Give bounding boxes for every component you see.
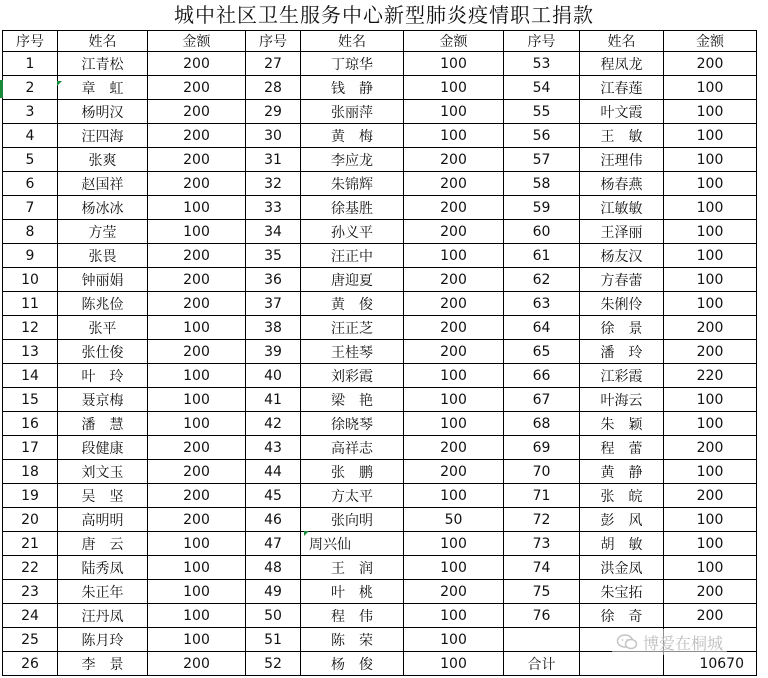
total-amount: 10670	[664, 652, 757, 676]
seq-cell: 44	[246, 460, 301, 484]
name-cell: 徐 景	[580, 316, 664, 340]
name-cell: 聂京梅	[58, 388, 148, 412]
seq-cell: 73	[504, 532, 580, 556]
seq-cell: 62	[504, 268, 580, 292]
amount-cell: 100	[664, 268, 757, 292]
header-amount: 金额	[664, 31, 757, 52]
name-cell: 张畏	[58, 244, 148, 268]
seq-cell: 10	[3, 268, 58, 292]
table-row	[3, 364, 757, 388]
seq-cell: 63	[504, 292, 580, 316]
seq-cell: 22	[3, 556, 58, 580]
table-row	[3, 580, 757, 604]
amount-cell: 100	[404, 628, 504, 652]
name-cell: 段健康	[58, 436, 148, 460]
name-cell: 陈 荣	[301, 628, 404, 652]
name-cell: 张向明	[301, 508, 404, 532]
name-cell: 江彩霞	[580, 364, 664, 388]
seq-cell: 2	[3, 76, 58, 100]
name-cell: 周兴仙	[301, 532, 404, 556]
cell-marker	[57, 81, 62, 86]
seq-cell: 6	[3, 172, 58, 196]
name-cell: 唐迎夏	[301, 268, 404, 292]
amount-cell: 200	[148, 52, 246, 76]
amount-cell: 200	[404, 580, 504, 604]
name-cell: 朱 颖	[580, 412, 664, 436]
name-cell: 张爽	[58, 148, 148, 172]
name-cell: 章 虹	[58, 76, 148, 100]
header-seq: 序号	[3, 31, 58, 52]
amount-cell: 200	[404, 436, 504, 460]
name-cell: 王 敏	[580, 124, 664, 148]
donation-table	[2, 30, 757, 676]
name-cell: 方春蕾	[580, 268, 664, 292]
name-cell: 唐 云	[58, 532, 148, 556]
amount-cell: 100	[148, 628, 246, 652]
seq-cell: 72	[504, 508, 580, 532]
seq-cell: 9	[3, 244, 58, 268]
seq-cell: 4	[3, 124, 58, 148]
table-row	[3, 556, 757, 580]
seq-cell: 68	[504, 412, 580, 436]
seq-cell: 42	[246, 412, 301, 436]
name-cell: 王桂琴	[301, 340, 404, 364]
name-cell: 朱俐伶	[580, 292, 664, 316]
seq-cell: 19	[3, 484, 58, 508]
amount-cell: 200	[404, 148, 504, 172]
name-cell: 张平	[58, 316, 148, 340]
seq-cell: 30	[246, 124, 301, 148]
name-cell: 杨 俊	[301, 652, 404, 676]
seq-cell: 56	[504, 124, 580, 148]
amount-cell: 200	[664, 580, 757, 604]
watermark	[612, 629, 727, 655]
table-row	[3, 460, 757, 484]
amount-cell: 100	[148, 364, 246, 388]
seq-cell: 46	[246, 508, 301, 532]
cell-marker	[304, 531, 309, 536]
name-cell: 潘 玲	[580, 340, 664, 364]
name-cell: 江春莲	[580, 76, 664, 100]
name-cell: 刘彩霞	[301, 364, 404, 388]
name-cell: 胡 敏	[580, 532, 664, 556]
name-cell: 黄 梅	[301, 124, 404, 148]
seq-cell: 36	[246, 268, 301, 292]
seq-cell: 21	[3, 532, 58, 556]
name-cell: 高明明	[58, 508, 148, 532]
amount-cell: 50	[404, 508, 504, 532]
amount-cell: 100	[664, 100, 757, 124]
amount-cell: 100	[404, 604, 504, 628]
amount-cell: 100	[664, 292, 757, 316]
name-cell: 朱宝拓	[580, 580, 664, 604]
name-cell: 杨春燕	[580, 172, 664, 196]
amount-cell: 200	[404, 220, 504, 244]
name-cell: 张丽萍	[301, 100, 404, 124]
table-row	[3, 148, 757, 172]
seq-cell: 49	[246, 580, 301, 604]
seq-cell: 47	[246, 532, 301, 556]
amount-cell: 200	[404, 460, 504, 484]
seq-cell: 28	[246, 76, 301, 100]
name-cell: 杨明汉	[58, 100, 148, 124]
name-cell: 黄 静	[580, 460, 664, 484]
name-cell: 王 润	[301, 556, 404, 580]
amount-cell: 100	[404, 388, 504, 412]
amount-cell: 100	[148, 580, 246, 604]
seq-cell: 33	[246, 196, 301, 220]
seq-cell: 26	[3, 652, 58, 676]
name-cell: 钟丽娟	[58, 268, 148, 292]
seq-cell: 27	[246, 52, 301, 76]
seq-cell: 15	[3, 388, 58, 412]
name-cell: 徐晓琴	[301, 412, 404, 436]
seq-cell: 13	[3, 340, 58, 364]
name-cell: 程 蕾	[580, 436, 664, 460]
table-row	[3, 604, 757, 628]
seq-cell: 53	[504, 52, 580, 76]
amount-cell: 100	[404, 100, 504, 124]
amount-cell: 200	[664, 436, 757, 460]
amount-cell: 100	[404, 76, 504, 100]
table-row	[3, 172, 757, 196]
amount-cell: 100	[148, 196, 246, 220]
table-row	[3, 76, 757, 100]
amount-cell: 200	[148, 292, 246, 316]
table-row	[3, 244, 757, 268]
seq-cell: 32	[246, 172, 301, 196]
name-cell: 陆秀凤	[58, 556, 148, 580]
name-cell: 高祥志	[301, 436, 404, 460]
amount-cell: 200	[404, 292, 504, 316]
table-row	[3, 508, 757, 532]
seq-cell: 59	[504, 196, 580, 220]
amount-cell: 200	[148, 340, 246, 364]
seq-cell: 37	[246, 292, 301, 316]
name-cell: 方莹	[58, 220, 148, 244]
amount-cell: 200	[148, 100, 246, 124]
name-cell: 汪四海	[58, 124, 148, 148]
amount-cell: 200	[148, 436, 246, 460]
amount-cell: 100	[404, 364, 504, 388]
amount-cell: 100	[664, 412, 757, 436]
seq-cell: 5	[3, 148, 58, 172]
seq-cell: 75	[504, 580, 580, 604]
name-cell: 孙义平	[301, 220, 404, 244]
seq-cell: 67	[504, 388, 580, 412]
amount-cell: 200	[404, 172, 504, 196]
total-label: 合计	[504, 652, 580, 676]
table-row	[3, 436, 757, 460]
amount-cell: 100	[148, 220, 246, 244]
seq-cell: 69	[504, 436, 580, 460]
name-cell: 李 景	[58, 652, 148, 676]
amount-cell: 100	[148, 556, 246, 580]
table-row	[3, 196, 757, 220]
name-cell: 杨冰冰	[58, 196, 148, 220]
amount-cell: 200	[664, 316, 757, 340]
amount-cell: 100	[664, 124, 757, 148]
amount-cell: 200	[664, 340, 757, 364]
seq-cell: 20	[3, 508, 58, 532]
name-cell: 徐基胜	[301, 196, 404, 220]
seq-cell: 55	[504, 100, 580, 124]
header-name: 姓名	[58, 31, 148, 52]
amount-cell: 100	[664, 172, 757, 196]
table-row	[3, 388, 757, 412]
seq-cell: 3	[3, 100, 58, 124]
seq-cell: 65	[504, 340, 580, 364]
seq-cell: 29	[246, 100, 301, 124]
table-row	[3, 220, 757, 244]
amount-cell: 100	[664, 388, 757, 412]
name-cell: 徐 奇	[580, 604, 664, 628]
seq-cell: 58	[504, 172, 580, 196]
seq-cell: 14	[3, 364, 58, 388]
amount-cell: 100	[664, 196, 757, 220]
seq-cell: 41	[246, 388, 301, 412]
amount-cell: 100	[664, 460, 757, 484]
seq-cell: 61	[504, 244, 580, 268]
name-cell: 陈月玲	[58, 628, 148, 652]
seq-cell: 50	[246, 604, 301, 628]
name-cell: 刘文玉	[58, 460, 148, 484]
amount-cell: 200	[148, 508, 246, 532]
amount-cell: 100	[664, 556, 757, 580]
amount-cell: 100	[404, 244, 504, 268]
name-cell: 洪金凤	[580, 556, 664, 580]
name-cell: 张仕俊	[58, 340, 148, 364]
table-row	[3, 100, 757, 124]
name-cell: 潘 慧	[58, 412, 148, 436]
header-amount: 金额	[148, 31, 246, 52]
sheet-title: 城中社区卫生服务中心新型肺炎疫情职工捐款	[174, 3, 594, 27]
header-row	[3, 31, 757, 52]
amount-cell: 100	[664, 244, 757, 268]
seq-cell: 17	[3, 436, 58, 460]
seq-cell: 11	[3, 292, 58, 316]
watermark-text: 博爱在桐城	[643, 633, 724, 653]
amount-cell: 220	[664, 364, 757, 388]
amount-cell: 200	[148, 148, 246, 172]
name-cell: 彭 风	[580, 508, 664, 532]
seq-cell: 31	[246, 148, 301, 172]
name-cell: 丁琼华	[301, 52, 404, 76]
name-cell: 叶文霞	[580, 100, 664, 124]
seq-cell: 40	[246, 364, 301, 388]
seq-cell: 54	[504, 76, 580, 100]
seq-cell: 34	[246, 220, 301, 244]
amount-cell: 200	[148, 484, 246, 508]
seq-cell: 70	[504, 460, 580, 484]
amount-cell: 200	[148, 460, 246, 484]
amount-cell: 100	[664, 76, 757, 100]
seq-cell: 8	[3, 220, 58, 244]
amount-cell: 100	[404, 556, 504, 580]
amount-cell: 100	[404, 124, 504, 148]
seq-cell: 23	[3, 580, 58, 604]
amount-cell: 100	[404, 532, 504, 556]
name-cell: 叶 玲	[58, 364, 148, 388]
wechat-bubble-icon	[616, 633, 638, 651]
table-row	[3, 340, 757, 364]
seq-cell: 39	[246, 340, 301, 364]
seq-cell: 60	[504, 220, 580, 244]
name-cell: 汪正芝	[301, 316, 404, 340]
amount-cell: 200	[404, 340, 504, 364]
amount-cell: 100	[404, 52, 504, 76]
amount-cell: 100	[404, 652, 504, 676]
name-cell: 叶 桃	[301, 580, 404, 604]
seq-cell: 52	[246, 652, 301, 676]
amount-cell: 200	[148, 268, 246, 292]
amount-cell: 200	[148, 76, 246, 100]
seq-cell: 76	[504, 604, 580, 628]
name-cell: 杨友汉	[580, 244, 664, 268]
table-row	[3, 484, 757, 508]
name-cell: 程凤龙	[580, 52, 664, 76]
amount-cell: 100	[664, 508, 757, 532]
header-name: 姓名	[301, 31, 404, 52]
table-row	[3, 124, 757, 148]
name-cell: 张 皖	[580, 484, 664, 508]
table-row	[3, 652, 757, 676]
name-cell: 钱 静	[301, 76, 404, 100]
amount-cell: 100	[664, 148, 757, 172]
seq-cell: 43	[246, 436, 301, 460]
seq-cell	[504, 628, 580, 652]
seq-cell: 24	[3, 604, 58, 628]
name-cell: 陈兆俭	[58, 292, 148, 316]
amount-cell: 100	[148, 532, 246, 556]
amount-cell: 200	[404, 268, 504, 292]
seq-cell: 18	[3, 460, 58, 484]
name-cell: 赵国祥	[58, 172, 148, 196]
header-name: 姓名	[580, 31, 664, 52]
table-row	[3, 52, 757, 76]
seq-cell: 51	[246, 628, 301, 652]
amount-cell: 200	[664, 604, 757, 628]
seq-cell: 45	[246, 484, 301, 508]
seq-cell: 16	[3, 412, 58, 436]
name-cell: 叶海云	[580, 388, 664, 412]
amount-cell: 100	[664, 220, 757, 244]
seq-cell: 12	[3, 316, 58, 340]
amount-cell: 200	[404, 196, 504, 220]
amount-cell: 200	[148, 172, 246, 196]
table-row	[3, 412, 757, 436]
name-cell: 朱锦辉	[301, 172, 404, 196]
name-cell: 王泽丽	[580, 220, 664, 244]
amount-cell: 200	[664, 52, 757, 76]
amount-cell: 100	[148, 388, 246, 412]
name-cell: 李应龙	[301, 148, 404, 172]
name-cell	[580, 652, 664, 676]
amount-cell: 100	[404, 412, 504, 436]
amount-cell: 200	[664, 484, 757, 508]
name-cell: 张 鹏	[301, 460, 404, 484]
table-row	[3, 316, 757, 340]
name-cell: 汪丹凤	[58, 604, 148, 628]
amount-cell: 100	[664, 532, 757, 556]
cell-marker	[0, 80, 3, 98]
seq-cell: 1	[3, 52, 58, 76]
seq-cell: 48	[246, 556, 301, 580]
seq-cell: 74	[504, 556, 580, 580]
table-row	[3, 292, 757, 316]
name-cell: 方太平	[301, 484, 404, 508]
name-cell: 汪理伟	[580, 148, 664, 172]
name-cell: 黄 俊	[301, 292, 404, 316]
name-cell: 吴 坚	[58, 484, 148, 508]
amount-cell: 200	[148, 652, 246, 676]
amount-cell: 200	[148, 124, 246, 148]
amount-cell: 200	[148, 244, 246, 268]
name-cell: 江敏敏	[580, 196, 664, 220]
header-amount: 金额	[404, 31, 504, 52]
seq-cell: 66	[504, 364, 580, 388]
seq-cell: 35	[246, 244, 301, 268]
name-cell: 江青松	[58, 52, 148, 76]
seq-cell: 25	[3, 628, 58, 652]
header-seq: 序号	[246, 31, 301, 52]
name-cell: 朱正年	[58, 580, 148, 604]
amount-cell: 200	[404, 316, 504, 340]
seq-cell: 38	[246, 316, 301, 340]
table-row	[3, 268, 757, 292]
header-seq: 序号	[504, 31, 580, 52]
amount-cell: 100	[404, 484, 504, 508]
table-row	[3, 532, 757, 556]
amount-cell: 100	[148, 316, 246, 340]
name-cell: 程 伟	[301, 604, 404, 628]
name-cell: 梁 艳	[301, 388, 404, 412]
name-cell: 汪正中	[301, 244, 404, 268]
amount-cell: 100	[148, 604, 246, 628]
seq-cell: 71	[504, 484, 580, 508]
seq-cell: 57	[504, 148, 580, 172]
amount-cell: 100	[148, 412, 246, 436]
seq-cell: 7	[3, 196, 58, 220]
seq-cell: 64	[504, 316, 580, 340]
